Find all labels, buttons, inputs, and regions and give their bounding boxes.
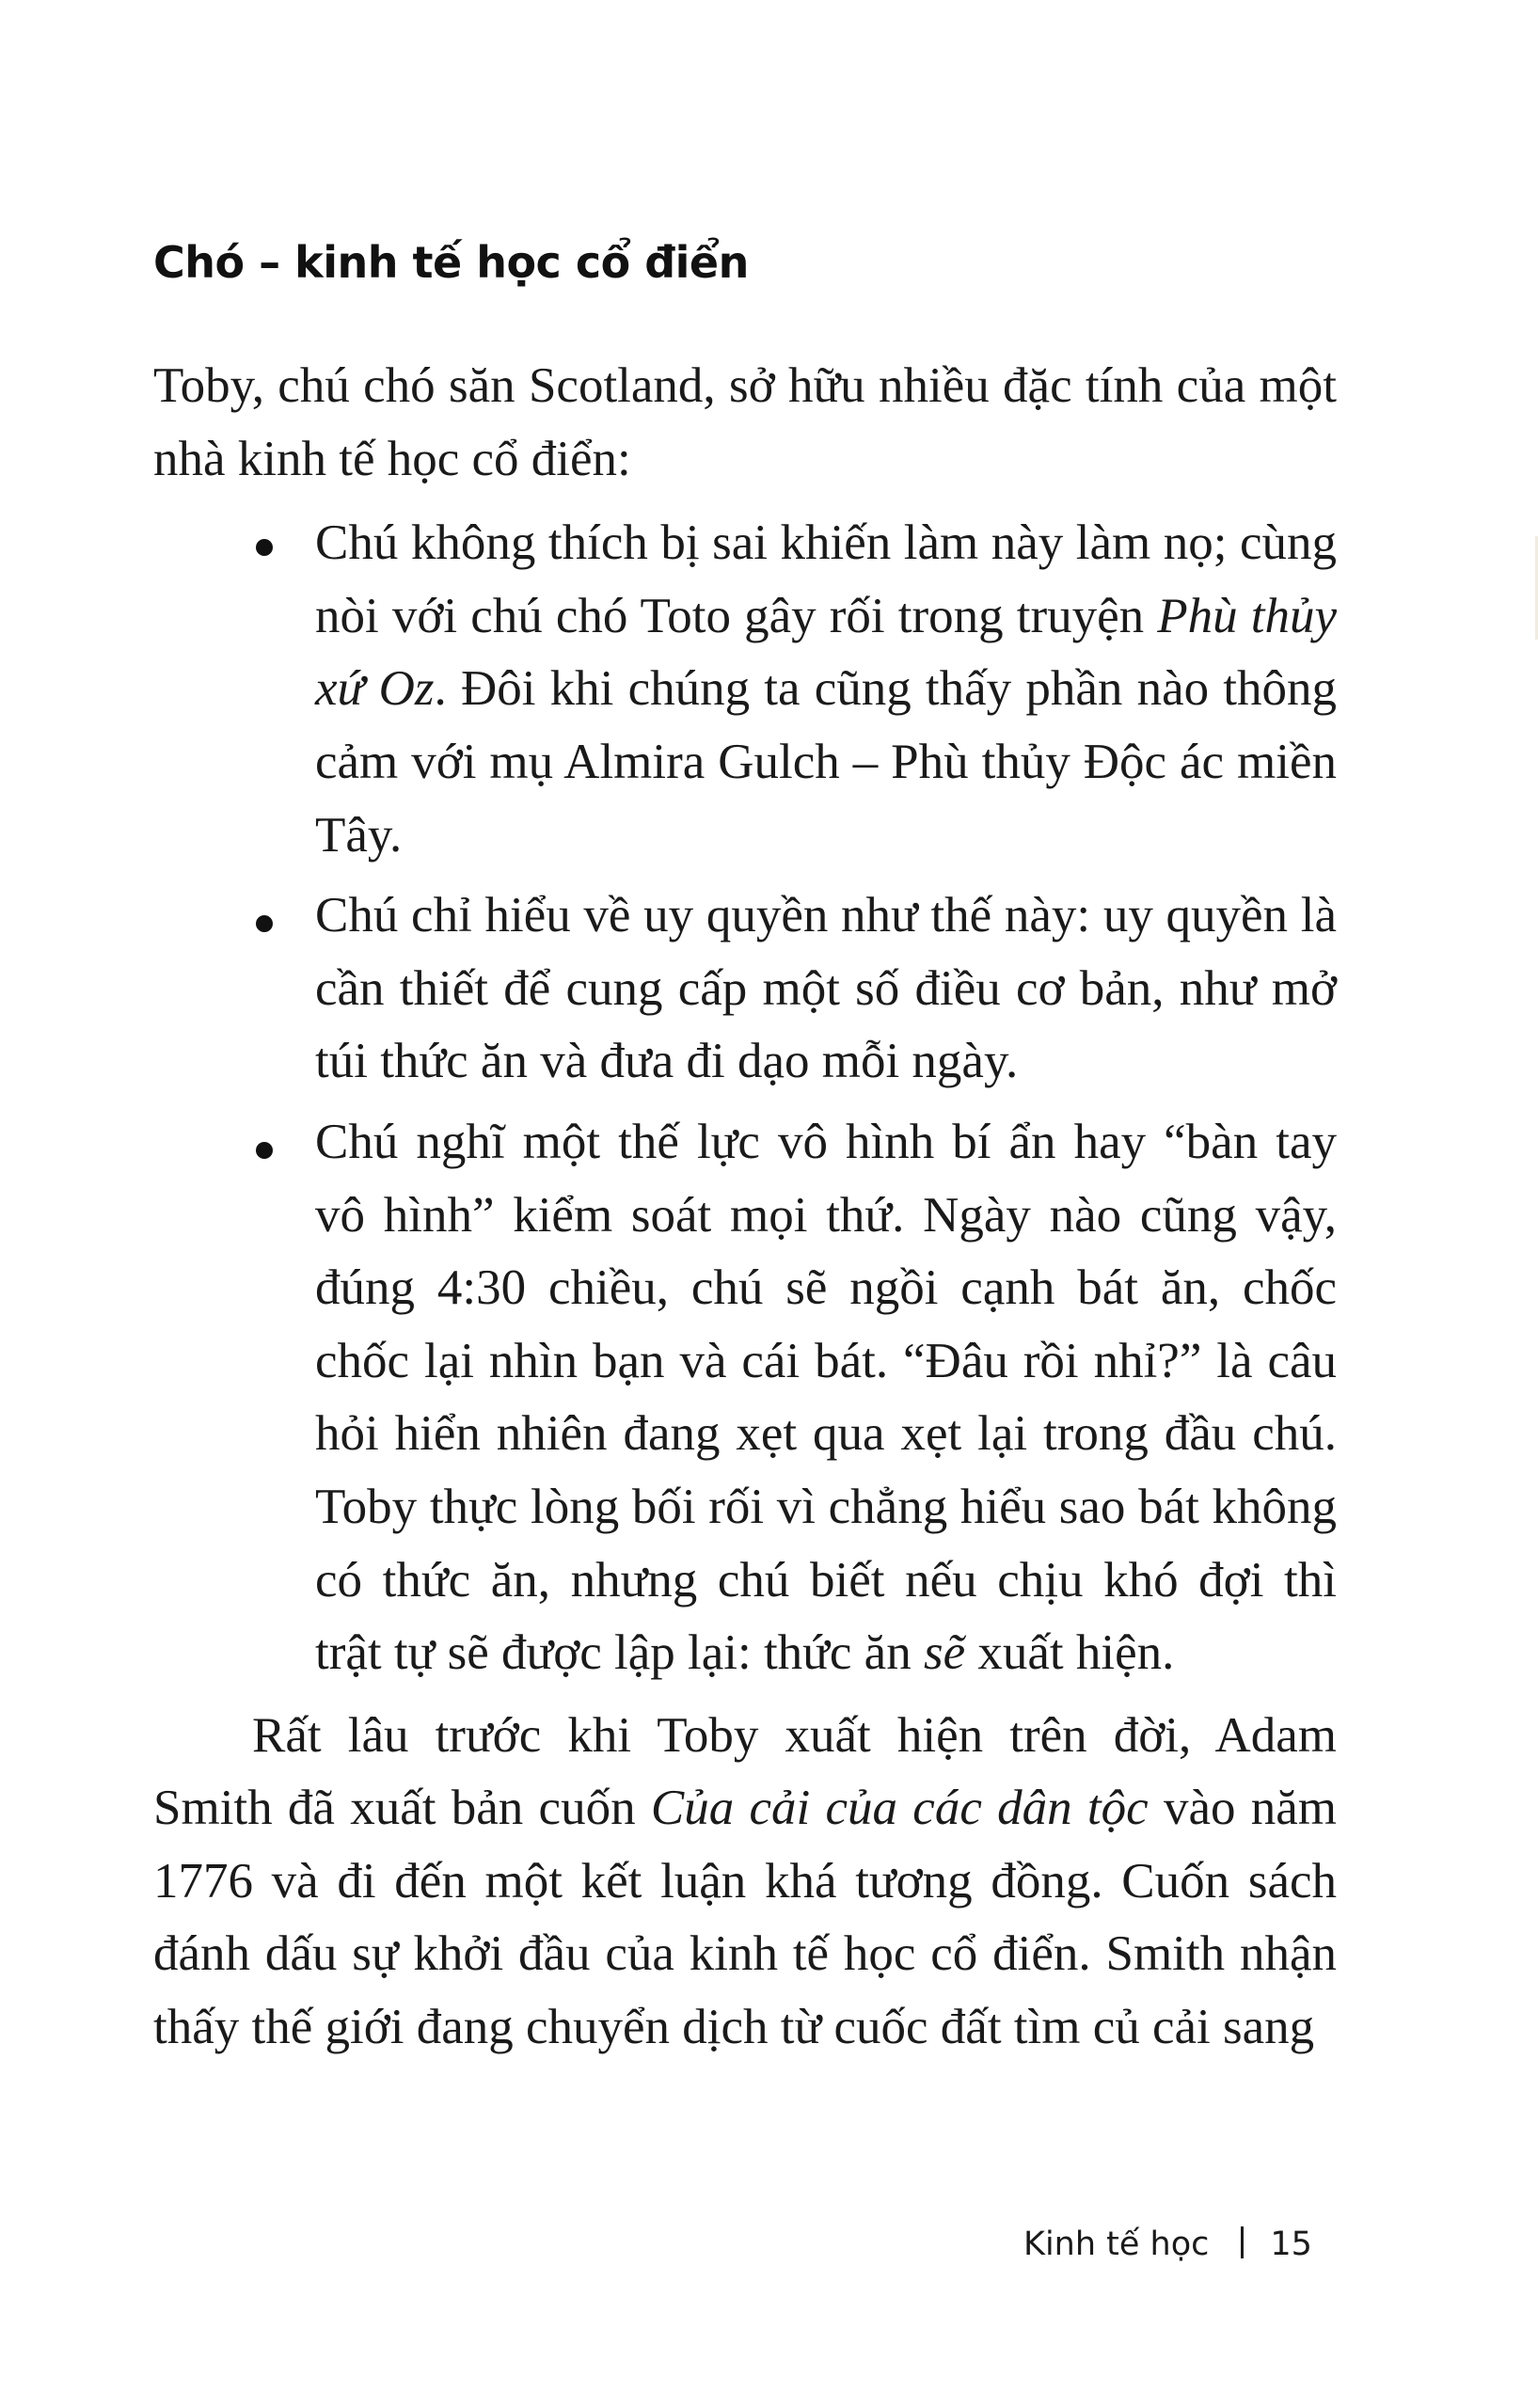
running-title: Kinh tế học — [1023, 2226, 1210, 2263]
emphasis-italic: sẽ — [923, 1625, 966, 1681]
bullet-dot-icon — [256, 915, 273, 932]
bullet-text: Chú nghĩ một thế lực vô hình bí ẩn hay “bàn tay vô hình” kiểm soát mọi thứ. Ngày nào cũng vậy, đúng 4:30 chiều, chú sẽ ngồi cạnh bát ăn, chốc chốc lại nhìn bạn và cái bát. “Đâu rồi nhỉ?” là câu hỏi hiển nhiên đang xẹt qua xẹt lại trong đầu chú. Toby thực lòng bối rối vì chẳng hiểu sao bát không có thức ăn, nhưng chú biết nếu chịu khó đợi thì trật tự sẽ được lập lại: thức ăn — [315, 1114, 1337, 1681]
page-number: 15 — [1270, 2226, 1312, 2263]
footer-separator — [1241, 2226, 1244, 2258]
paragraph-text: vào năm 1776 và đi đến một kết luận khá tương đồng. Cuốn sách đánh dấu sự khởi đầu của kinh tế học cổ điển. Smith nhận thấy thế giới đang chuyển dịch từ cuốc đất tìm củ cải sang — [153, 1781, 1337, 2055]
bullet-list — [153, 496, 1337, 1690]
bullet-text: xuất hiện. — [965, 1625, 1175, 1681]
bullet-dot-icon — [256, 1142, 273, 1159]
intro-paragraph: Toby, chú chó săn Scotland, sở hữu nhiều đặc tính của một nhà kinh tế học cổ điển: — [153, 358, 1337, 486]
section-heading: Chó – kinh tế học cổ điển — [153, 237, 749, 288]
bullet-text: . Đôi khi chúng ta cũng thấy phần nào thông cảm với mụ Almira Gulch – Phù thủy Độc ác miền Tây. — [315, 661, 1337, 863]
book-title-italic: Của cải của các dân tộc — [650, 1781, 1149, 1836]
bullet-dot-icon — [256, 539, 273, 556]
bullet-text: Chú không thích bị sai khiến làm này làm nọ; cùng nòi với chú chó Toto gây rối trong truyện — [315, 515, 1337, 643]
page-footer — [1023, 2226, 1312, 2263]
body-paragraph — [153, 1690, 1337, 2065]
bullet-item-3 — [315, 1099, 1337, 1690]
bullet-item-2 — [315, 872, 1337, 1099]
book-title-italic: Phù thủy xứ Oz — [315, 588, 1337, 717]
body-text — [153, 350, 1337, 2065]
bullet-text: Chú chỉ hiểu về uy quyền như thế này: uy quyền là cần thiết để cung cấp một số điều cơ bản, như mở túi thức ăn và đưa đi dạo mỗi ngày. — [315, 888, 1337, 1089]
bullet-item-1 — [315, 496, 1337, 872]
paragraph-text: Rất lâu trước khi Toby xuất hiện trên đời, Adam Smith đã xuất bản cuốn — [153, 1707, 1337, 1836]
